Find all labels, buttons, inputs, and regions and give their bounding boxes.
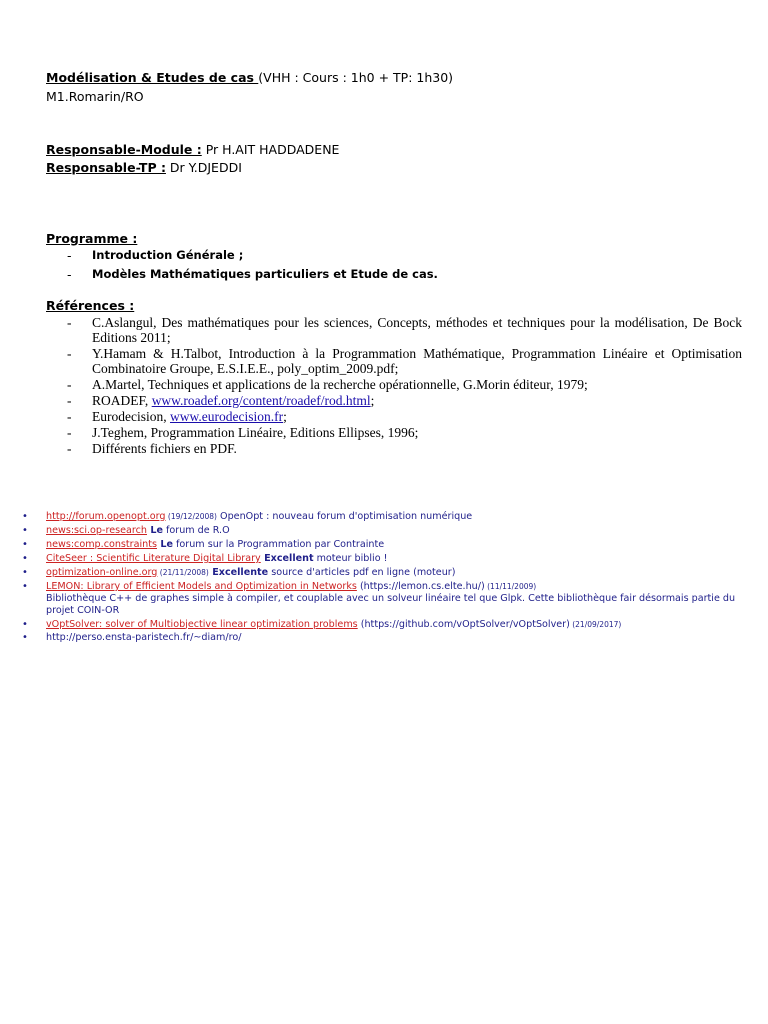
list-item [22, 567, 742, 579]
reference-item: Y.Hamam & H.Talbot, Introduction à la Programmation Mathématique, Programmation Linéaire et Optimisation Combinatoire Groupe, E.S.I.E.E., poly_optim_2009.pdf; [92, 346, 742, 376]
sci-op-research-link[interactable]: news:sci.op-research [46, 524, 147, 536]
bullet-icon: • [22, 580, 28, 592]
citeseer-link[interactable]: CiteSeer : Scientific Literature Digital Library [46, 552, 261, 564]
bullet-icon: • [22, 511, 28, 522]
web-links-list [22, 511, 742, 646]
tp-responsible-line [46, 160, 242, 175]
reference-dash: - [67, 377, 72, 392]
reference-prefix: ROADEF, [92, 393, 152, 408]
ensta-url[interactable]: http://perso.ensta-paristech.fr/~diam/ro/ [46, 632, 242, 644]
lemon-link[interactable]: LEMON: Library of Efficient Models and Optimization in Networks [46, 580, 357, 592]
list-item [22, 632, 742, 644]
reference-dash: - [67, 425, 72, 440]
openopt-forum-link[interactable]: http://forum.openopt.org [46, 511, 166, 522]
programme-dash: - [67, 267, 72, 282]
list-item [22, 511, 742, 523]
list-item [22, 553, 742, 565]
bullet-icon: • [22, 538, 28, 550]
bullet-icon: • [22, 566, 28, 578]
references-label: Références : [46, 298, 135, 313]
programme-heading [46, 231, 137, 246]
link-emphasis: Le [157, 538, 173, 550]
reference-item: A.Martel, Techniques et applications de la recherche opérationnelle, G.Morin éditeur, 1979; [92, 377, 588, 392]
bullet-icon: • [22, 552, 28, 564]
link-emphasis: Excellent [260, 552, 314, 564]
link-url: (https://github.com/vOptSolver/vOptSolver) [357, 618, 570, 630]
link-description: source d'articles pdf en ligne (moteur) [268, 566, 456, 578]
tp-responsible-label: Responsable-TP : [46, 160, 166, 175]
module-responsible-line [46, 142, 339, 157]
course-title: Modélisation & Etudes de cas [46, 70, 259, 85]
comp-constraints-link[interactable]: news:comp.constraints [46, 538, 158, 550]
link-date: (21/09/2017) [569, 619, 622, 629]
reference-prefix: Eurodecision, [92, 409, 170, 424]
list-item [22, 525, 742, 537]
link-description: forum sur la Programmation par Contrainte [172, 538, 385, 550]
reference-dash: - [67, 441, 72, 456]
link-description: Bibliothèque C++ de graphes simple à compiler, et couplable avec un solveur linéaire tel que Glpk. Cette bibliothèque fair désormais partie du projet COIN-OR [46, 592, 736, 616]
module-responsible-value: Pr H.AIT HADDADENE [201, 142, 340, 157]
link-emphasis: Excellente [208, 566, 269, 578]
reference-suffix: ; [283, 409, 287, 424]
module-responsible-label: Responsable-Module : [46, 142, 202, 157]
reference-dash: - [67, 409, 72, 424]
link-description: OpenOpt : nouveau forum d'optimisation numérique [216, 511, 473, 522]
eurodecision-link[interactable]: www.eurodecision.fr [169, 409, 284, 424]
link-emphasis: Le [146, 524, 163, 536]
list-item [22, 619, 742, 631]
link-url: (https://lemon.cs.elte.hu/) [356, 580, 485, 592]
reference-item: J.Teghem, Programmation Linéaire, Editions Ellipses, 1996; [92, 425, 419, 440]
link-description: moteur biblio ! [313, 552, 388, 564]
reference-item [92, 409, 742, 424]
voptsolver-link[interactable]: vOptSolver: solver of Multiobjective linear optimization problems [46, 618, 358, 630]
bullet-icon: • [22, 524, 28, 536]
programme-item: Introduction Générale ; [92, 248, 244, 262]
bullet-icon: • [22, 618, 28, 630]
tp-responsible-value: Dr Y.DJEDDI [165, 160, 242, 175]
programme-label: Programme : [46, 231, 138, 246]
reference-item: C.Aslangul, Des mathématiques pour les sciences, Concepts, méthodes et techniques pour la modélisation, De Bock Editions 2011; [92, 315, 742, 345]
course-title-line [46, 70, 453, 85]
link-date: (19/12/2008) [165, 512, 217, 521]
roadef-link[interactable]: www.roadef.org/content/roadef/rod.html [151, 393, 371, 408]
bullet-icon: • [22, 632, 28, 644]
link-date: (21/11/2008) [157, 567, 209, 577]
reference-dash: - [67, 393, 72, 408]
reference-suffix: ; [370, 393, 375, 408]
link-date: (11/11/2009) [484, 581, 537, 591]
references-heading [46, 298, 134, 313]
programme-dash: - [67, 248, 72, 263]
reference-item [92, 393, 742, 408]
program-code: M1.Romarin/RO [46, 89, 144, 104]
programme-item: Modèles Mathématiques particuliers et Etude de cas. [92, 267, 438, 281]
list-item [22, 539, 742, 551]
link-description: forum de R.O [162, 524, 230, 536]
reference-dash: - [67, 346, 72, 361]
list-item [22, 581, 742, 616]
reference-item: Différents fichiers en PDF. [92, 441, 237, 456]
reference-dash: - [67, 315, 72, 330]
course-hours: (VHH : Cours : 1h0 + TP: 1h30) [258, 70, 454, 85]
optimization-online-link[interactable]: optimization-online.org [46, 566, 158, 578]
